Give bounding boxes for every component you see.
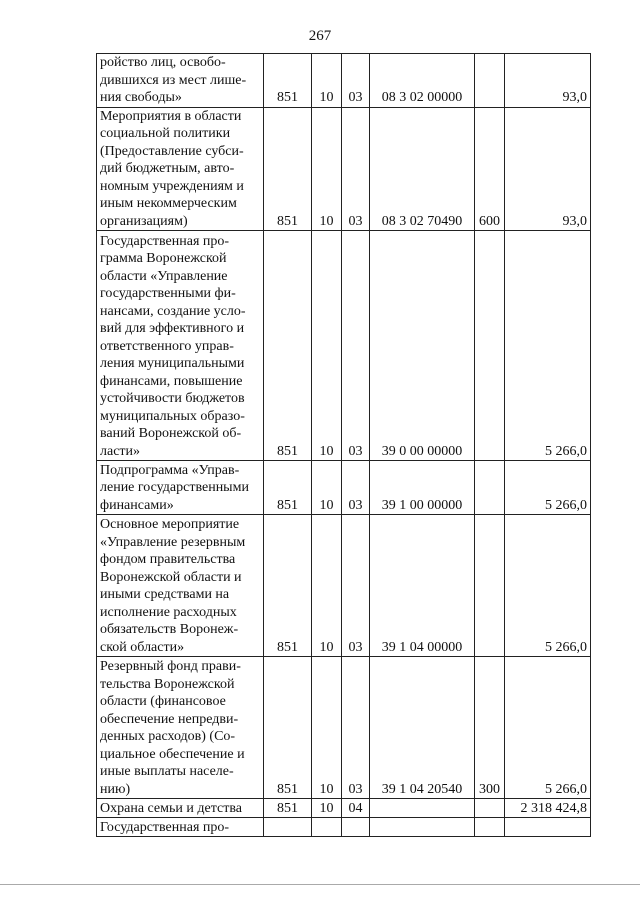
row-name: Охрана семьи и детства (97, 799, 264, 818)
row-amount: 5 266,0 (505, 657, 591, 799)
row-expense-type (475, 54, 505, 108)
budget-table (96, 53, 591, 837)
row-section: 10 (312, 231, 342, 461)
row-name: Подпрограмма «Управ- ление государственными финансами» (97, 461, 264, 515)
row-subsection: 03 (342, 54, 370, 108)
row-amount: 93,0 (505, 54, 591, 108)
row-expense-type (475, 461, 505, 515)
row-expense-type: 300 (475, 657, 505, 799)
row-gov-code: 851 (264, 515, 312, 657)
row-subsection: 03 (342, 107, 370, 231)
table-row (97, 54, 591, 108)
row-name: Государственная про- (97, 818, 264, 837)
row-target-code: 39 0 00 00000 (370, 231, 475, 461)
row-amount (505, 818, 591, 837)
row-section: 10 (312, 54, 342, 108)
row-gov-code: 851 (264, 657, 312, 799)
row-amount: 93,0 (505, 107, 591, 231)
row-name: ройство лиц, освобо- дившихся из мест лише- ния свободы» (97, 54, 264, 108)
row-section: 10 (312, 515, 342, 657)
row-expense-type (475, 515, 505, 657)
row-subsection: 03 (342, 231, 370, 461)
row-target-code: 08 3 02 70490 (370, 107, 475, 231)
row-gov-code: 851 (264, 461, 312, 515)
table-row (97, 818, 591, 837)
row-name: Основное мероприятие «Управление резервным фондом правительства Воронежской области и иными средствами на исполнение расходных обязательств Воронеж- ской области» (97, 515, 264, 657)
table-row (97, 231, 591, 461)
row-section: 10 (312, 461, 342, 515)
page-number: 267 (308, 28, 332, 44)
row-section (312, 818, 342, 837)
row-subsection: 03 (342, 461, 370, 515)
row-gov-code (264, 818, 312, 837)
row-subsection (342, 818, 370, 837)
row-section: 10 (312, 107, 342, 231)
row-target-code (370, 818, 475, 837)
row-name: Мероприятия в области социальной политики (Предоставление субси- дий бюджетным, авто- номным учреждениям и иным некоммерческим организациям) (97, 107, 264, 231)
row-target-code: 08 3 02 00000 (370, 54, 475, 108)
table-row (97, 107, 591, 231)
row-section: 10 (312, 799, 342, 818)
row-amount: 5 266,0 (505, 515, 591, 657)
row-gov-code: 851 (264, 107, 312, 231)
row-gov-code: 851 (264, 54, 312, 108)
row-amount: 5 266,0 (505, 461, 591, 515)
row-amount: 2 318 424,8 (505, 799, 591, 818)
row-expense-type (475, 799, 505, 818)
table-row (97, 461, 591, 515)
table-row (97, 799, 591, 818)
table-row (97, 515, 591, 657)
row-target-code: 39 1 04 00000 (370, 515, 475, 657)
table-row (97, 657, 591, 799)
row-name: Государственная про- грамма Воронежской области «Управление государственными фи- нансами, создание усло- вий для эффективного и ответственного управ- ления муниципальными финансами, повышение устойчивости бюджетов муниципальных образо- ваний Воронежской об- ласти» (97, 231, 264, 461)
row-gov-code: 851 (264, 231, 312, 461)
row-section: 10 (312, 657, 342, 799)
row-amount: 5 266,0 (505, 231, 591, 461)
row-expense-type: 600 (475, 107, 505, 231)
row-subsection: 03 (342, 657, 370, 799)
row-target-code: 39 1 00 00000 (370, 461, 475, 515)
row-subsection: 04 (342, 799, 370, 818)
row-subsection: 03 (342, 515, 370, 657)
page-bottom-divider (0, 884, 640, 885)
row-target-code (370, 799, 475, 818)
row-expense-type (475, 818, 505, 837)
row-expense-type (475, 231, 505, 461)
row-target-code: 39 1 04 20540 (370, 657, 475, 799)
row-gov-code: 851 (264, 799, 312, 818)
row-name: Резервный фонд прави- тельства Воронежской области (финансовое обеспечение непредви- денных расходов) (Со- циальное обеспечение и иные выплаты населе- нию) (97, 657, 264, 799)
